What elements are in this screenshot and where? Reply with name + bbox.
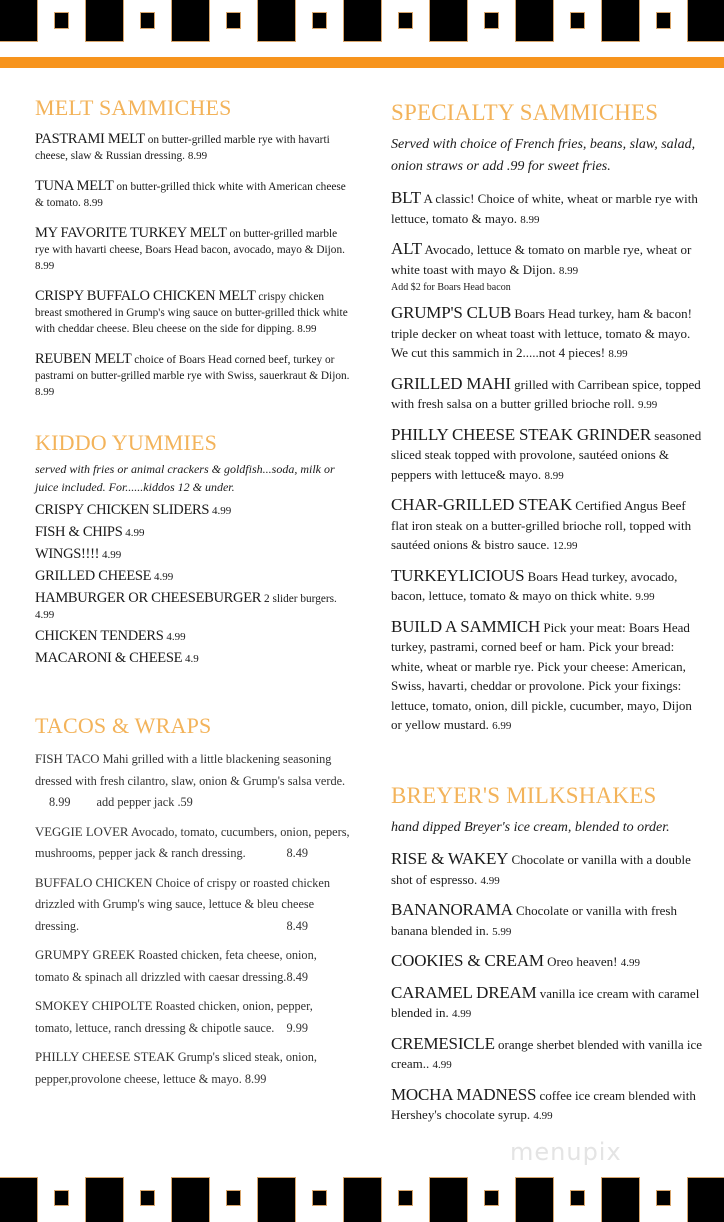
border-block <box>258 1178 295 1222</box>
item-name: CARAMEL DREAM <box>391 982 537 1002</box>
menu-item <box>35 502 353 519</box>
border-square <box>399 1191 412 1205</box>
item-price: 9.99 <box>286 1020 308 1035</box>
border-square <box>141 13 154 28</box>
border-block <box>0 1178 37 1222</box>
menu-item <box>391 1034 703 1076</box>
section-title: KIDDO YUMMIES <box>35 430 218 455</box>
item-price: 8.99 <box>35 386 55 398</box>
menu-item <box>391 495 703 557</box>
border-square <box>227 13 240 28</box>
border-block <box>172 0 209 41</box>
item-price: 8.99 <box>608 348 628 360</box>
item-name: GRILLED MAHI <box>391 373 511 393</box>
border-block <box>516 0 553 41</box>
item-description: Avocado, tomato, cucumbers, onion, pepers, mushrooms, pepper jack & ranch dressing. <box>35 824 350 860</box>
item-price: 4.99 <box>533 1110 553 1122</box>
item-description: 2 slider burgers. <box>263 593 337 605</box>
item-description: Avocado, lettuce & tomato on marble rye, wheat or white toast with mayo & Dijon. <box>391 242 692 277</box>
item-name: ALT <box>391 239 422 258</box>
item-price: 4.99 <box>35 609 55 621</box>
section-note: hand dipped Breyer's ice cream, blended to order. <box>391 820 670 835</box>
border-block <box>516 1178 553 1222</box>
item-name: MOCHA MADNESS <box>391 1084 537 1104</box>
border-square <box>55 1191 68 1205</box>
item-name: GRUMPY GREEK <box>35 948 136 962</box>
menu-item <box>391 983 703 1025</box>
item-name: MY FAVORITE TURKEY MELT <box>35 225 227 241</box>
item-description: choice of Boars Head corned beef, turkey or pastrami on butter-grilled marble rye with Swiss, sauerkraut & Dijon. <box>35 354 350 382</box>
item-description: Pick your meat: Boars Head turkey, pastrami, corned beef or ham. Pick your bread: white, wheat or marble rye. Pick your cheese: American, Swiss, havarti, cheddar or provolone. Pick your fixings: lettuce, tomato, onion, dill pickle, cucumber, mayo, Dijon or yellow mustard. <box>391 619 692 732</box>
item-price: 8.49 <box>286 846 308 860</box>
menu-item <box>391 374 703 416</box>
menu-item <box>35 288 353 337</box>
menu-section-kiddo <box>35 430 353 672</box>
item-price: 12.99 <box>552 540 578 552</box>
menu-section-tacos <box>35 713 353 1098</box>
item-name: BLT <box>391 188 421 207</box>
menu-item <box>391 1085 703 1127</box>
menu-item <box>391 900 703 942</box>
border-block <box>688 1178 724 1222</box>
item-description: Roasted chicken, onion, pepper, tomato, lettuce, ranch dressing & chipotle sauce. <box>35 999 313 1035</box>
item-price: 5.99 <box>492 925 512 938</box>
menu-item <box>35 524 353 541</box>
item-addon-note: Add $2 for Boars Head bacon <box>391 282 511 293</box>
menu-item <box>35 351 353 400</box>
item-name: COOKIES & CREAM <box>391 951 544 970</box>
item-description: vanilla ice cream with caramel blended in. <box>391 985 700 1020</box>
item-price: 4.99 <box>211 505 232 517</box>
border-square <box>485 13 498 28</box>
item-description: Mahi grilled with a little blackening seasoning dressed with fresh cilantro, slaw, onion & Grump's salsa verde. <box>35 752 346 788</box>
menu-item <box>391 425 703 487</box>
item-name: FISH TACO <box>35 752 100 766</box>
item-name: VEGGIE LOVER <box>35 824 129 839</box>
item-price: 8.99 <box>244 1071 267 1086</box>
section-note: served with fries or animal crackers & goldfish...soda, milk or juice included. For......kiddos 12 & under. <box>35 462 335 494</box>
menu-item <box>35 650 353 667</box>
border-block <box>344 1178 381 1222</box>
item-name: HAMBURGER OR CHEESEBURGER <box>35 590 262 606</box>
menu-item <box>35 568 353 585</box>
item-name: CRISPY BUFFALO CHICKEN MELT <box>35 288 256 304</box>
item-name: WINGS!!!! <box>35 546 100 562</box>
item-description: crispy chicken breast smothered in Grump's wing sauce on butter-grilled thick white with cheddar cheese. Bleu cheese on the side for dipping. <box>35 291 348 335</box>
section-note: Served with choice of French fries, beans, slaw, salad, onion straws or add .99 for sweet fries. <box>391 137 696 174</box>
item-name: REUBEN MELT <box>35 351 132 367</box>
item-price: 8.99 <box>49 795 71 809</box>
item-name: SMOKEY CHIPOLTE <box>35 999 153 1013</box>
border-block <box>430 0 467 41</box>
border-square <box>227 1191 240 1205</box>
item-name: PASTRAMI MELT <box>35 131 145 147</box>
item-description: Boars Head turkey, avocado, bacon, lettuce, tomato & mayo on thick white. <box>391 568 678 603</box>
item-description: Certified Angus Beef flat iron steak on a butter-grilled brioche roll, topped with sautéed onions & bistro sauce. <box>391 498 692 552</box>
menu-item <box>35 822 353 865</box>
border-block <box>258 0 295 41</box>
item-name: CRISPY CHICKEN SLIDERS <box>35 502 210 518</box>
item-name: TURKEYLICIOUS <box>391 565 525 585</box>
item-price: 9.99 <box>635 591 655 603</box>
menu-item <box>35 628 353 645</box>
border-square <box>313 1191 326 1205</box>
item-name: PHILLY CHEESE STEAK GRINDER <box>391 424 652 444</box>
item-price: 8.49 <box>286 969 308 984</box>
item-price: 4.99 <box>101 549 122 561</box>
item-name: GRUMP'S CLUB <box>391 303 512 322</box>
item-price: 4.99 <box>166 631 186 643</box>
border-block <box>172 1178 209 1222</box>
item-description: A classic! Choice of white, wheat or marble rye with lettuce, tomato & mayo. <box>391 191 698 226</box>
menu-item <box>391 303 703 365</box>
item-description: Grump's sliced steak, onion, pepper,provolone cheese, lettuce & mayo. <box>35 1050 317 1086</box>
border-square <box>571 1191 584 1205</box>
menu-section-melt <box>35 95 353 414</box>
item-description: grilled with Carribean spice, topped with fresh salsa on a butter grilled brioche roll. <box>391 376 701 411</box>
item-name: BUFFALO CHICKEN <box>35 875 153 890</box>
item-description: on butter-grilled thick white with American cheese & tomato. <box>35 181 346 209</box>
item-price: 4.99 <box>452 1008 472 1020</box>
menu-item <box>35 749 353 814</box>
item-price: 4.99 <box>620 957 640 969</box>
menu-item <box>35 131 353 164</box>
menu-item <box>391 951 703 974</box>
menu-item <box>35 178 353 211</box>
border-square <box>657 1191 670 1205</box>
item-price: 4.99 <box>480 874 500 887</box>
item-price: 4.99 <box>125 527 145 539</box>
border-block <box>344 0 381 41</box>
item-addon: add pepper jack .59 <box>96 795 193 809</box>
menu-item <box>35 873 353 938</box>
border-block <box>602 1178 639 1222</box>
item-name: CREMESICLE <box>391 1033 495 1053</box>
item-description: Chocolate or vanilla with a double shot of espresso. <box>391 852 691 887</box>
menu-section-milkshakes <box>391 783 703 1136</box>
border-block <box>602 0 639 41</box>
menupix-watermark: menupix <box>510 1138 622 1166</box>
bottom-decorative-border <box>0 1176 724 1222</box>
top-decorative-border <box>0 0 724 45</box>
border-square <box>571 13 584 28</box>
menu-item <box>35 546 353 563</box>
item-name: BUILD A SAMMICH <box>391 616 541 636</box>
menu-item <box>35 945 353 988</box>
border-square <box>485 1191 498 1205</box>
menu-item <box>391 849 703 891</box>
item-name: MACARONI & CHEESE <box>35 650 183 666</box>
orange-divider-bar <box>0 57 724 68</box>
border-block <box>86 0 123 41</box>
item-description: on butter-grilled marble rye with havarti cheese, Boars Head bacon, avocado, mayo & Dijon. <box>35 228 345 256</box>
item-price: 4.9 <box>185 653 199 665</box>
menu-section-specialty <box>391 100 703 746</box>
item-price: 8.99 <box>187 150 208 162</box>
border-block <box>0 0 37 41</box>
item-name: GRILLED CHEESE <box>35 568 152 584</box>
item-description: Boars Head turkey, ham & bacon! triple decker on wheat toast with lettuce, tomato & mayo. We cut this sammich in 2.....not 4 pieces! <box>391 306 692 360</box>
item-description: Chocolate or vanilla with fresh banana blended in. <box>391 903 677 938</box>
item-name: TUNA MELT <box>35 178 114 194</box>
item-description: Oreo heaven! <box>547 954 618 969</box>
menu-item <box>35 996 353 1039</box>
item-price: 6.99 <box>492 720 512 732</box>
item-name: BANANORAMA <box>391 900 513 919</box>
section-title: MELT SAMMICHES <box>35 95 232 120</box>
item-description: seasoned sliced steak topped with provolone, sautéed onions & peppers with lettuce& mayo. <box>391 427 702 482</box>
border-square <box>657 13 670 28</box>
item-name: FISH & CHIPS <box>35 524 123 540</box>
border-square <box>399 13 412 28</box>
item-price: 8.99 <box>297 323 317 335</box>
item-price: 9.99 <box>637 399 658 411</box>
item-price: 4.99 <box>154 571 174 583</box>
item-name: CHAR-GRILLED STEAK <box>391 495 573 514</box>
menu-item <box>391 617 703 737</box>
item-price: 8.99 <box>558 264 579 277</box>
section-title: TACOS & WRAPS <box>35 713 212 738</box>
item-price: 8.49 <box>286 918 308 933</box>
menu-item <box>35 590 353 623</box>
border-square <box>313 13 326 28</box>
item-name: PHILLY CHEESE STEAK <box>35 1050 175 1064</box>
item-description: orange sherbet blended with vanilla ice cream.. <box>391 1036 702 1071</box>
item-price: 8.99 <box>544 469 564 482</box>
border-block <box>688 0 724 41</box>
item-description: Roasted chicken, feta cheese, onion, tomato & spinach all drizzled with caesar dressing. <box>35 948 317 984</box>
item-name: CHICKEN TENDERS <box>35 628 164 644</box>
menu-item <box>391 566 703 608</box>
section-title: BREYER'S MILKSHAKES <box>391 783 657 808</box>
menu-item <box>35 225 353 274</box>
menu-item <box>391 188 703 230</box>
item-description: Choice of crispy or roasted chicken drizzled with Grump's wing sauce, lettuce & bleu cheese dressing. <box>35 875 331 933</box>
item-name: RISE & WAKEY <box>391 849 509 868</box>
menu-item <box>35 1047 353 1090</box>
border-block <box>86 1178 123 1222</box>
border-square <box>141 1191 154 1205</box>
border-square <box>55 13 68 28</box>
item-price: 8.99 <box>520 213 540 226</box>
item-description: on butter-grilled marble rye with havarti cheese, slaw & Russian dressing. <box>35 134 330 162</box>
border-block <box>430 1178 467 1222</box>
section-title: SPECIALTY SAMMICHES <box>391 100 659 125</box>
menu-item <box>391 239 703 294</box>
item-price: 8.99 <box>35 260 55 272</box>
item-description: coffee ice cream blended with Hershey's chocolate syrup. <box>391 1087 696 1122</box>
item-price: 8.99 <box>83 197 103 209</box>
item-price: 4.99 <box>432 1059 452 1071</box>
